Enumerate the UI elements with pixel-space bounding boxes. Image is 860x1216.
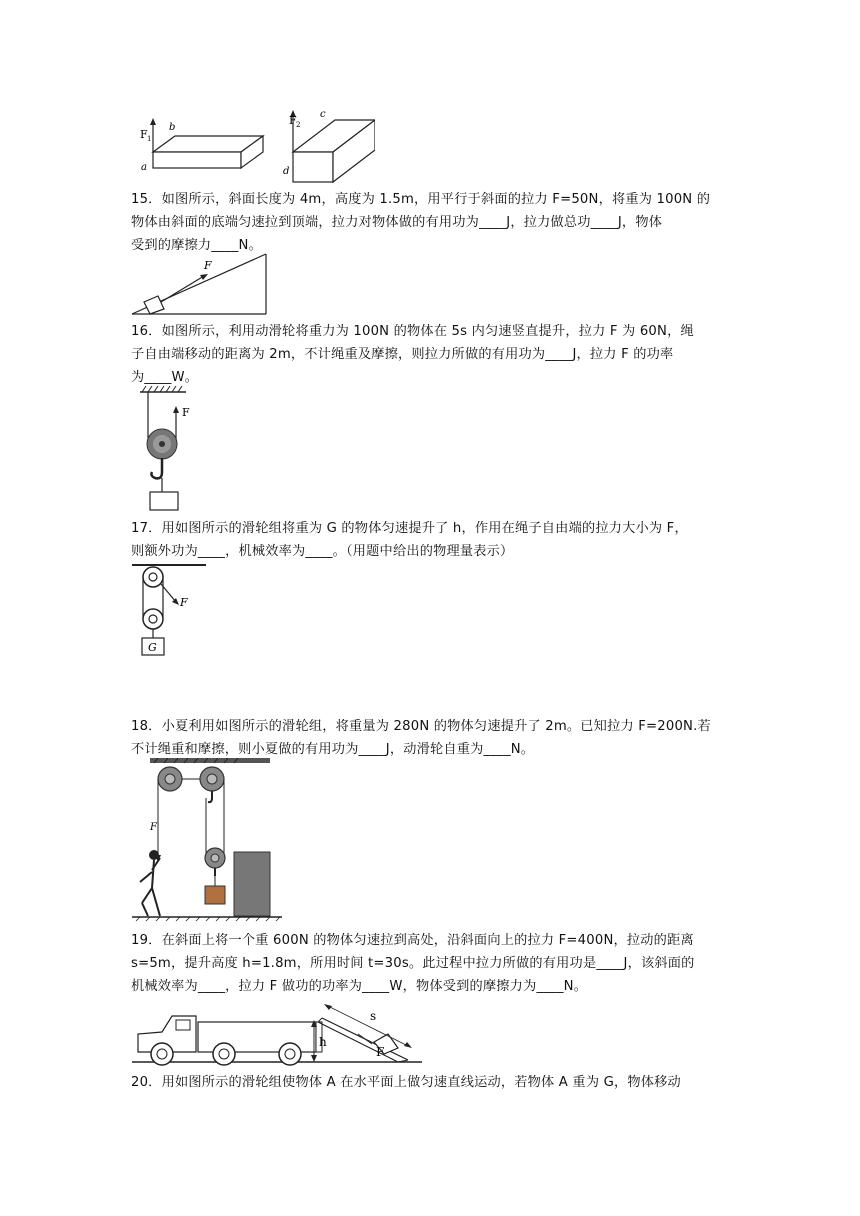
q15-line2: 物体由斜面的底端匀速拉到顶端，拉力对物体做的有用功为____J，拉力做总功____J，物体 xyxy=(131,215,663,230)
q20-line1: 20．用如图所示的滑轮组使物体 A 在水平面上做匀速直线运动，若物体 A 重为 G，物体移动 xyxy=(131,1075,681,1090)
question-20 xyxy=(131,1071,731,1094)
label-f2-sub: 2 xyxy=(296,121,301,129)
q17-line1: 17．用如图所示的滑轮组将重为 G 的物体匀速提升了 h，作用在绳子自由端的拉力大小为 F， xyxy=(131,521,688,536)
label-f: F xyxy=(180,596,188,609)
q19-line1: 19．在斜面上将一个重 600N 的物体匀速拉到高处，沿斜面向上的拉力 F=400N，拉动的距离 xyxy=(131,933,694,948)
label-f: F xyxy=(204,259,212,272)
q19-line2: s=5m，提升高度 h=1.8m，所用时间 t=30s。此过程中拉力所做的有用功是____J，该斜面的 xyxy=(131,956,695,971)
figure-incline xyxy=(130,252,270,316)
q15-line1: 15．如图所示，斜面长度为 4m，高度为 1.5m，用平行于斜面的拉力 F=50N，将重为 100N 的 xyxy=(131,192,711,207)
label-c: c xyxy=(320,109,326,120)
q18-line2: 不计绳重和摩擦，则小夏做的有用功为____J，动滑轮自重为____N。 xyxy=(131,742,535,757)
question-15 xyxy=(131,188,731,257)
label-f1-sub: 1 xyxy=(147,135,152,143)
question-17 xyxy=(131,517,731,563)
label-f: F xyxy=(150,822,157,833)
q16-line1: 16．如图所示，利用动滑轮将重力为 100N 的物体在 5s 内匀速竖直提升，拉力 F 为 60N，绳 xyxy=(131,324,694,339)
label-f2: F xyxy=(289,114,297,127)
figure-person-pulley xyxy=(132,758,292,922)
q15-line3: 受到的摩擦力____N。 xyxy=(131,238,262,253)
label-h: h xyxy=(319,1035,327,1049)
question-19 xyxy=(131,929,731,998)
label-b: b xyxy=(169,122,176,133)
figure-blocks xyxy=(135,108,375,184)
label-d: d xyxy=(283,166,290,177)
label-f1: F xyxy=(140,128,148,141)
figure-movable-pulley xyxy=(138,384,208,514)
figure-pulley-block xyxy=(128,562,208,658)
label-g: G xyxy=(148,641,157,654)
figure-truck-ramp xyxy=(132,996,422,1068)
q17-line2: 则额外功为____，机械效率为____。（用题中给出的物理量表示） xyxy=(131,544,514,559)
label-s: s xyxy=(370,1009,377,1023)
q19-line3: 机械效率为____，拉力 F 做功的功率为____W，物体受到的摩擦力为____N。 xyxy=(131,979,588,994)
q16-line3: 为____W。 xyxy=(131,370,199,385)
label-f: F xyxy=(182,406,190,419)
question-16 xyxy=(131,320,731,389)
question-18 xyxy=(131,715,731,761)
q18-line1: 18．小夏利用如图所示的滑轮组，将重量为 280N 的物体匀速提升了 2m。已知拉力 F=200N.若 xyxy=(131,719,711,734)
label-a: a xyxy=(141,162,147,173)
q16-line2: 子自由端移动的距离为 2m，不计绳重及摩擦，则拉力所做的有用功为____J，拉力 F 的功率 xyxy=(131,347,674,362)
label-f: F xyxy=(376,1045,385,1059)
